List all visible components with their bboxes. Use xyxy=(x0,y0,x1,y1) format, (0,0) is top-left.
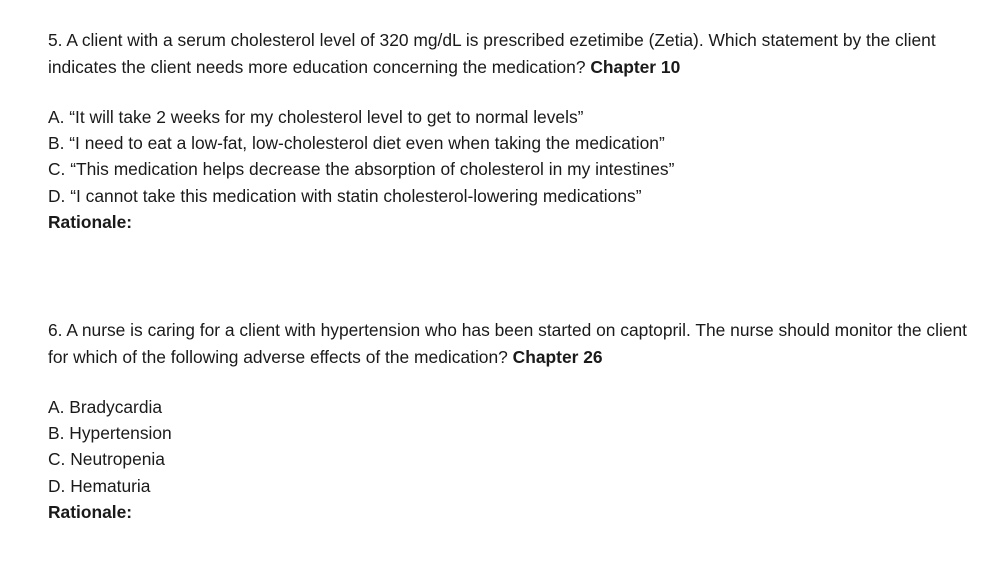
answer-options xyxy=(48,104,988,209)
answer-option-c: C. Neutropenia xyxy=(48,449,165,470)
question-stem xyxy=(48,27,988,80)
question-6 xyxy=(48,317,988,525)
question-text: 5. A client with a serum cholesterol level of 320 mg/dL is prescribed ezetimibe (Zetia). Which statement by the client indicates the client needs more education concerning the medication? xyxy=(48,30,936,77)
answer-option-b: B. “I need to eat a low-fat, low-cholesterol diet even when taking the medication” xyxy=(48,133,665,154)
question-text: 6. A nurse is caring for a client with hypertension who has been started on captopril. The nurse should monitor the client for which of the following adverse effects of the medication? xyxy=(48,320,968,367)
answer-options xyxy=(48,394,988,499)
answer-option-d: D. “I cannot take this medication with statin cholesterol-lowering medications” xyxy=(48,185,642,206)
chapter-reference: Chapter 26 xyxy=(512,346,603,367)
answer-option-a: A. Bradycardia xyxy=(48,397,163,417)
chapter-reference: Chapter 10 xyxy=(590,56,681,77)
answer-option-a: A. “It will take 2 weeks for my cholesterol level to get to normal levels” xyxy=(48,107,584,127)
question-5 xyxy=(48,27,988,235)
answer-option-c: C. “This medication helps decrease the absorption of cholesterol in my intestines” xyxy=(48,159,675,180)
rationale-label: Rationale: xyxy=(48,501,133,522)
answer-option-d: D. Hematuria xyxy=(48,475,151,496)
question-stem xyxy=(48,317,988,370)
answer-option-b: B. Hypertension xyxy=(48,423,172,444)
rationale-label: Rationale: xyxy=(48,211,133,232)
